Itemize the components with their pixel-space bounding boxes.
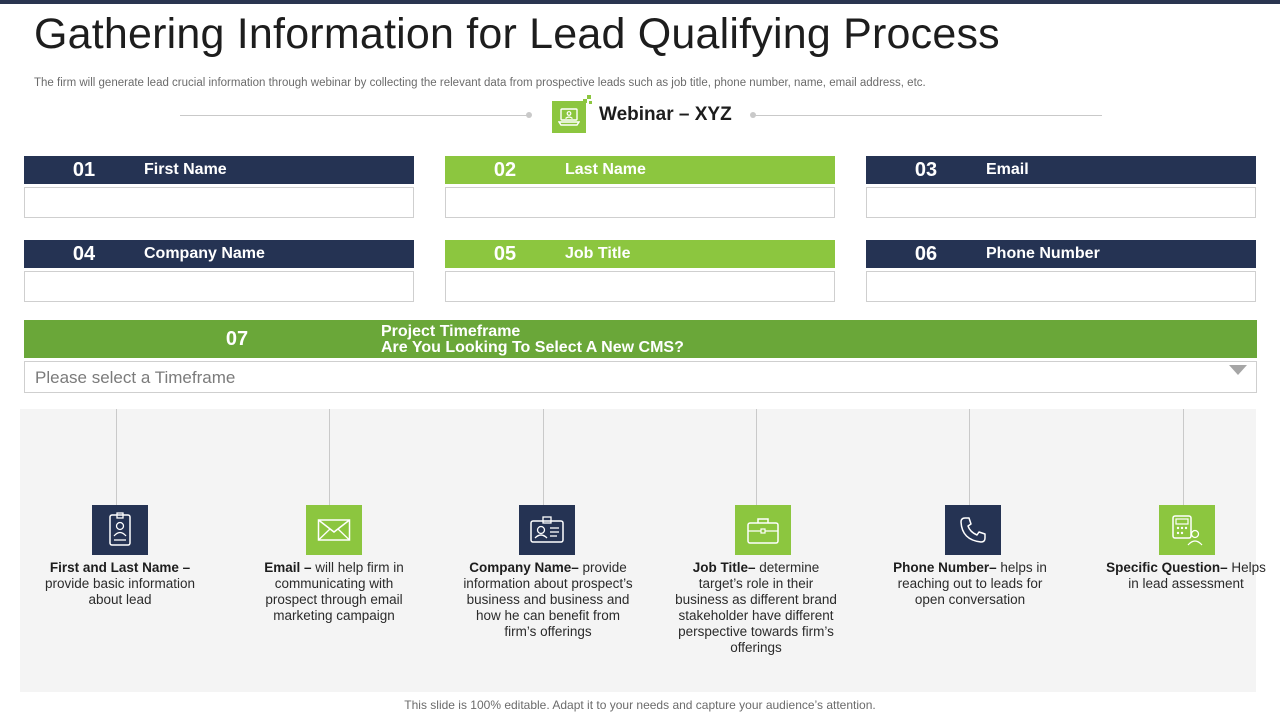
job-title-input[interactable] [445,271,835,302]
connector-line [543,409,544,505]
calculator-person-icon [1159,505,1215,555]
info-title: Email – [264,560,312,575]
field-number: 05 [493,242,517,265]
timeframe-select[interactable] [24,361,1257,393]
dropdown-arrow-icon[interactable] [1229,365,1247,375]
info-description: provide basic information about lead [44,576,196,607]
page-subtitle: The firm will generate lead crucial information through webinar by collecting the relevant data from prospective leads such as job title, phone number, name, email address, etc. [34,77,926,89]
field-header [866,156,1256,184]
question-number: 07 [225,327,249,350]
field-job-title [445,240,835,302]
info-title: Job Title– [692,560,756,575]
field-header [24,156,414,184]
email-input[interactable] [866,187,1256,218]
phone-icon [945,505,1001,555]
company-name-input[interactable] [24,271,414,302]
envelope-icon [306,505,362,555]
field-label: First Name [144,161,227,178]
field-header [24,240,414,268]
footer-note: This slide is 100% editable. Adapt it to your needs and capture your audience’s attention. [404,698,876,712]
field-first-name [24,156,414,218]
field-company-name [24,240,414,302]
info-title: First and Last Name – [49,560,191,575]
briefcase-icon [735,505,791,555]
field-last-name [445,156,835,218]
question-header [24,320,1257,358]
last-name-input[interactable] [445,187,835,218]
webinar-divider-dot-left [526,112,532,118]
connector-line [756,409,757,505]
top-accent-bar [0,0,1280,4]
field-header [445,156,835,184]
timeframe-placeholder: Please select a Timeframe [35,368,236,387]
field-label: Job Title [565,245,631,262]
field-number: 02 [493,158,517,181]
info-description: provide information about prospect’s business and business and how he can benefit from firm’s offerings [463,560,633,639]
page-title: Gathering Information for Lead Qualifying Process [34,10,1000,58]
question-text [381,324,684,356]
info-description: determine target’s role in their business as different brand stakeholder have different perspective towards firm’s offerings [675,560,837,655]
field-number: 04 [72,242,96,265]
info-title: Company Name– [469,560,579,575]
info-description: Helps in lead assessment [1128,560,1266,591]
connector-line [969,409,970,505]
question-line-1: Project Timeframe [381,323,521,340]
info-title: Phone Number– [893,560,997,575]
info-text-company [463,560,633,640]
info-description: will help firm in communicating with prospect through email marketing campaign [265,560,404,623]
webinar-divider-right [754,115,1102,116]
field-number: 01 [72,158,96,181]
info-text-name [35,560,205,608]
phone-number-input[interactable] [866,271,1256,302]
field-email [866,156,1256,218]
field-label: Phone Number [986,245,1100,262]
id-badge-icon [92,505,148,555]
info-text-question [1101,560,1271,592]
connector-line [329,409,330,505]
field-phone-number [866,240,1256,302]
webinar-pixel-decoration [579,95,593,107]
info-panel [20,409,1256,692]
info-text-phone [885,560,1055,608]
field-header [866,240,1256,268]
info-text-job-title [671,560,841,656]
field-number: 03 [914,158,938,181]
field-header [445,240,835,268]
id-card-icon [519,505,575,555]
info-text-email [249,560,419,624]
info-title: Specific Question– [1106,560,1228,575]
webinar-divider-left [180,115,528,116]
webinar-title: Webinar – XYZ [599,104,732,125]
connector-line [116,409,117,505]
first-name-input[interactable] [24,187,414,218]
field-number: 06 [914,242,938,265]
question-line-2: Are You Looking To Select A New CMS? [381,339,684,356]
field-label: Last Name [565,161,646,178]
field-label: Company Name [144,245,265,262]
connector-line [1183,409,1184,505]
field-label: Email [986,161,1029,178]
info-description: helps in reaching out to leads for open conversation [897,560,1047,607]
